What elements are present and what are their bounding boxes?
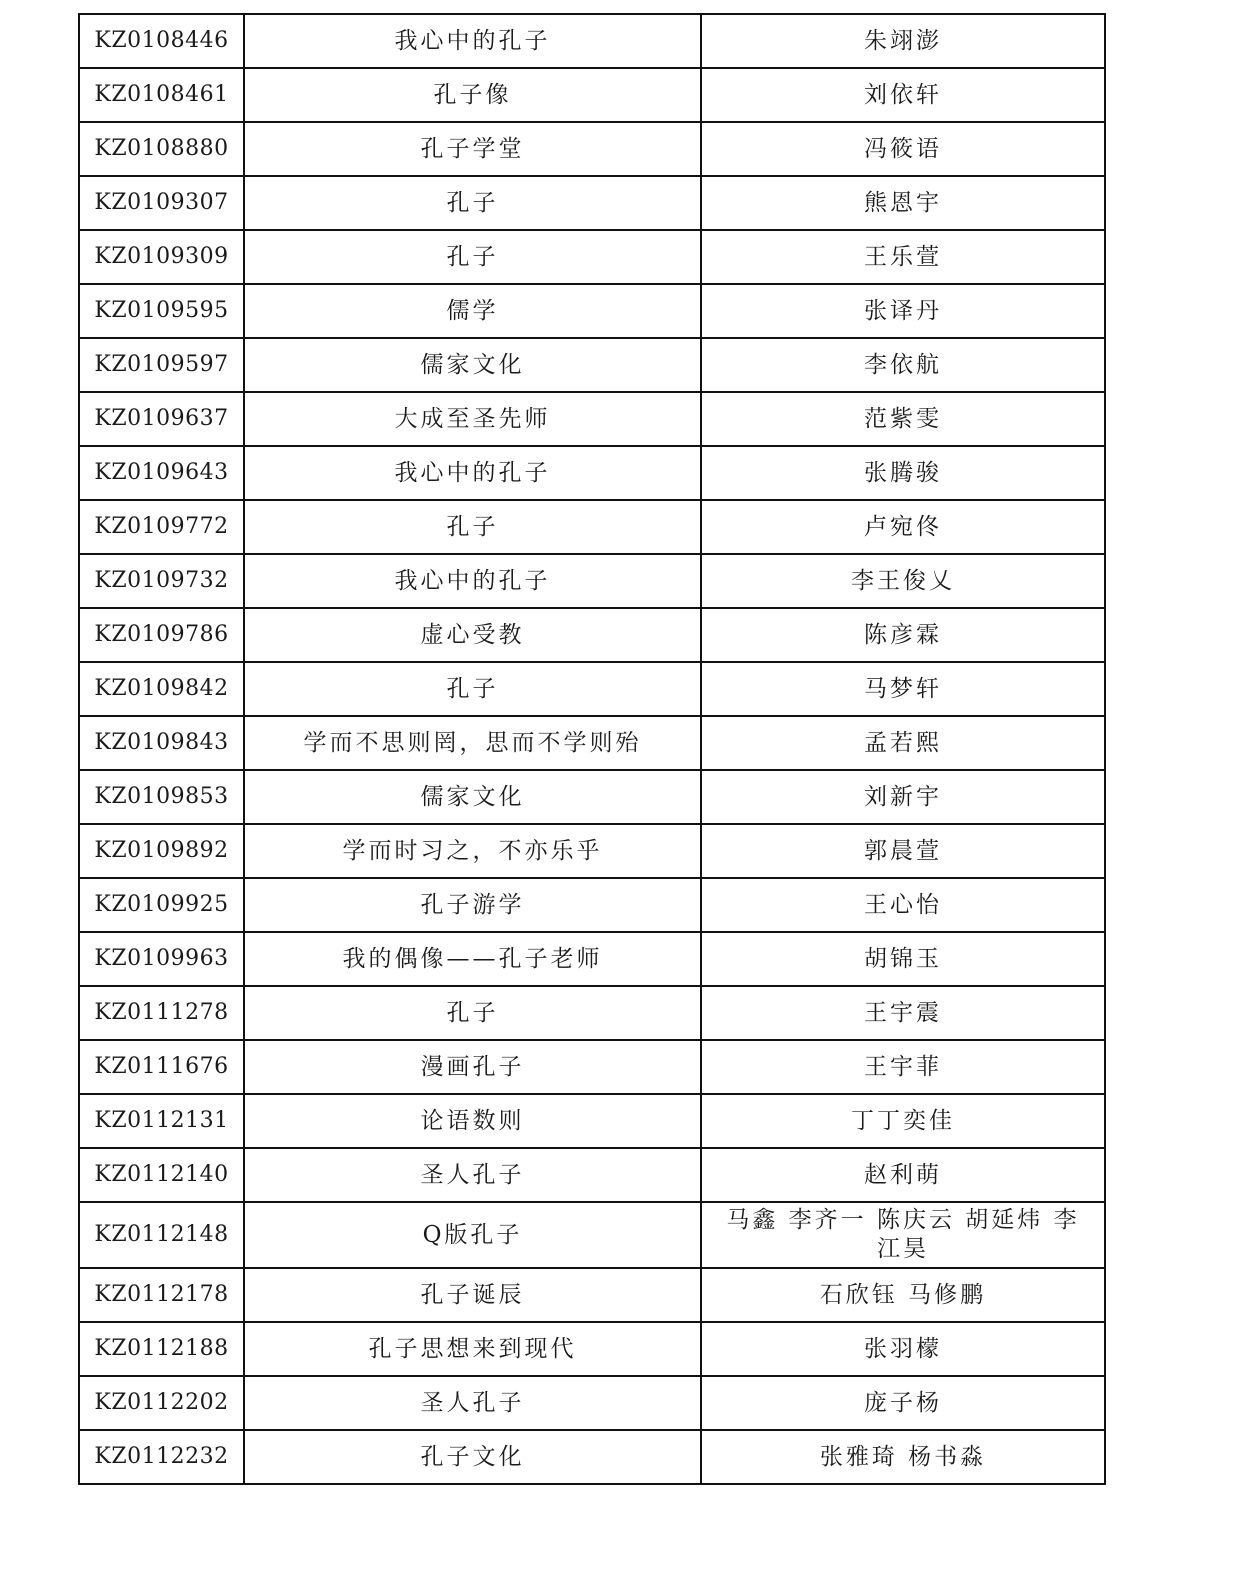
entry-code: KZ0112188 xyxy=(79,1322,244,1376)
entry-title: 孔子 xyxy=(244,986,701,1040)
table-row xyxy=(79,446,1105,500)
entry-code: KZ0109597 xyxy=(79,338,244,392)
entry-title: 孔子思想来到现代 xyxy=(244,1322,701,1376)
entry-author: 王宇震 xyxy=(701,986,1105,1040)
entry-author: 刘新宇 xyxy=(701,770,1105,824)
entry-code: KZ0111278 xyxy=(79,986,244,1040)
entry-author: 朱翊澎 xyxy=(701,14,1105,68)
entry-code: KZ0109892 xyxy=(79,824,244,878)
entry-code: KZ0108880 xyxy=(79,122,244,176)
table-row xyxy=(79,608,1105,662)
table-row xyxy=(79,176,1105,230)
entry-author: 王乐萱 xyxy=(701,230,1105,284)
entry-author: 丁丁奕佳 xyxy=(701,1094,1105,1148)
entry-title: 儒家文化 xyxy=(244,338,701,392)
entry-code: KZ0109307 xyxy=(79,176,244,230)
entry-author: 刘依轩 xyxy=(701,68,1105,122)
entry-author: 熊恩宇 xyxy=(701,176,1105,230)
entry-author: 张腾骏 xyxy=(701,446,1105,500)
entry-title: 孔子文化 xyxy=(244,1430,701,1484)
entry-code: KZ0112232 xyxy=(79,1430,244,1484)
entry-title: 儒家文化 xyxy=(244,770,701,824)
table-row xyxy=(79,1322,1105,1376)
entry-author: 庞子杨 xyxy=(701,1376,1105,1430)
entry-code: KZ0109843 xyxy=(79,716,244,770)
entry-author: 张译丹 xyxy=(701,284,1105,338)
entry-author: 卢宛佟 xyxy=(701,500,1105,554)
entry-author: 郭晨萱 xyxy=(701,824,1105,878)
entry-author: 张羽檬 xyxy=(701,1322,1105,1376)
entry-author: 石欣钰 马修鹏 xyxy=(701,1268,1105,1322)
entry-title: 我心中的孔子 xyxy=(244,554,701,608)
entry-code: KZ0109853 xyxy=(79,770,244,824)
table-row xyxy=(79,716,1105,770)
entry-code: KZ0109595 xyxy=(79,284,244,338)
table-row xyxy=(79,284,1105,338)
table-row xyxy=(79,392,1105,446)
table-row xyxy=(79,1040,1105,1094)
entry-title: 孔子 xyxy=(244,662,701,716)
table-row xyxy=(79,878,1105,932)
entry-code: KZ0109732 xyxy=(79,554,244,608)
table-row xyxy=(79,230,1105,284)
entry-code: KZ0109637 xyxy=(79,392,244,446)
entry-title: 学而不思则罔，思而不学则殆 xyxy=(244,716,701,770)
entry-title: 学而时习之，不亦乐乎 xyxy=(244,824,701,878)
entry-code: KZ0109786 xyxy=(79,608,244,662)
table-row xyxy=(79,824,1105,878)
entries-table-container xyxy=(78,13,1104,1485)
entries-table xyxy=(78,13,1106,1485)
table-row xyxy=(79,662,1105,716)
table-row xyxy=(79,1430,1105,1484)
entry-author: 冯筱语 xyxy=(701,122,1105,176)
table-row xyxy=(79,1202,1105,1268)
entry-code: KZ0109309 xyxy=(79,230,244,284)
entry-title: 论语数则 xyxy=(244,1094,701,1148)
entry-author: 张雅琦 杨书淼 xyxy=(701,1430,1105,1484)
entry-code: KZ0112140 xyxy=(79,1148,244,1202)
entry-title: 我的偶像——孔子老师 xyxy=(244,932,701,986)
table-row xyxy=(79,122,1105,176)
entry-title: 圣人孔子 xyxy=(244,1376,701,1430)
entry-title: 孔子 xyxy=(244,230,701,284)
entry-title: 孔子游学 xyxy=(244,878,701,932)
entry-title: 孔子诞辰 xyxy=(244,1268,701,1322)
table-row xyxy=(79,770,1105,824)
table-row xyxy=(79,554,1105,608)
entry-code: KZ0109925 xyxy=(79,878,244,932)
entry-title: 孔子 xyxy=(244,176,701,230)
entry-code: KZ0112202 xyxy=(79,1376,244,1430)
entry-code: KZ0108461 xyxy=(79,68,244,122)
table-row xyxy=(79,932,1105,986)
entry-title: 圣人孔子 xyxy=(244,1148,701,1202)
table-row xyxy=(79,14,1105,68)
entry-title: 孔子学堂 xyxy=(244,122,701,176)
entry-code: KZ0108446 xyxy=(79,14,244,68)
table-row xyxy=(79,986,1105,1040)
entry-author: 马鑫 李齐一 陈庆云 胡延炜 李江昊 xyxy=(701,1202,1105,1268)
entry-code: KZ0112148 xyxy=(79,1202,244,1268)
entry-title: 孔子像 xyxy=(244,68,701,122)
entry-code: KZ0109643 xyxy=(79,446,244,500)
entry-title: 我心中的孔子 xyxy=(244,14,701,68)
entry-title: Q版孔子 xyxy=(244,1202,701,1268)
entry-code: KZ0111676 xyxy=(79,1040,244,1094)
entry-author: 王心怡 xyxy=(701,878,1105,932)
entry-code: KZ0109772 xyxy=(79,500,244,554)
entry-title: 漫画孔子 xyxy=(244,1040,701,1094)
entry-author: 王宇菲 xyxy=(701,1040,1105,1094)
entry-title: 虚心受教 xyxy=(244,608,701,662)
entry-author: 赵利萌 xyxy=(701,1148,1105,1202)
entry-author: 孟若熙 xyxy=(701,716,1105,770)
entry-author: 范紫雯 xyxy=(701,392,1105,446)
entry-author: 陈彦霖 xyxy=(701,608,1105,662)
entry-author: 李依航 xyxy=(701,338,1105,392)
entry-code: KZ0109963 xyxy=(79,932,244,986)
table-row xyxy=(79,338,1105,392)
entry-title: 我心中的孔子 xyxy=(244,446,701,500)
entry-title: 儒学 xyxy=(244,284,701,338)
entry-author: 胡锦玉 xyxy=(701,932,1105,986)
table-row xyxy=(79,1268,1105,1322)
table-row xyxy=(79,1094,1105,1148)
entry-code: KZ0112131 xyxy=(79,1094,244,1148)
entry-code: KZ0109842 xyxy=(79,662,244,716)
table-row xyxy=(79,1148,1105,1202)
table-row xyxy=(79,68,1105,122)
table-row xyxy=(79,1376,1105,1430)
entry-title: 大成至圣先师 xyxy=(244,392,701,446)
entry-title: 孔子 xyxy=(244,500,701,554)
entry-author: 李王俊乂 xyxy=(701,554,1105,608)
entry-code: KZ0112178 xyxy=(79,1268,244,1322)
table-row xyxy=(79,500,1105,554)
entry-author: 马梦轩 xyxy=(701,662,1105,716)
